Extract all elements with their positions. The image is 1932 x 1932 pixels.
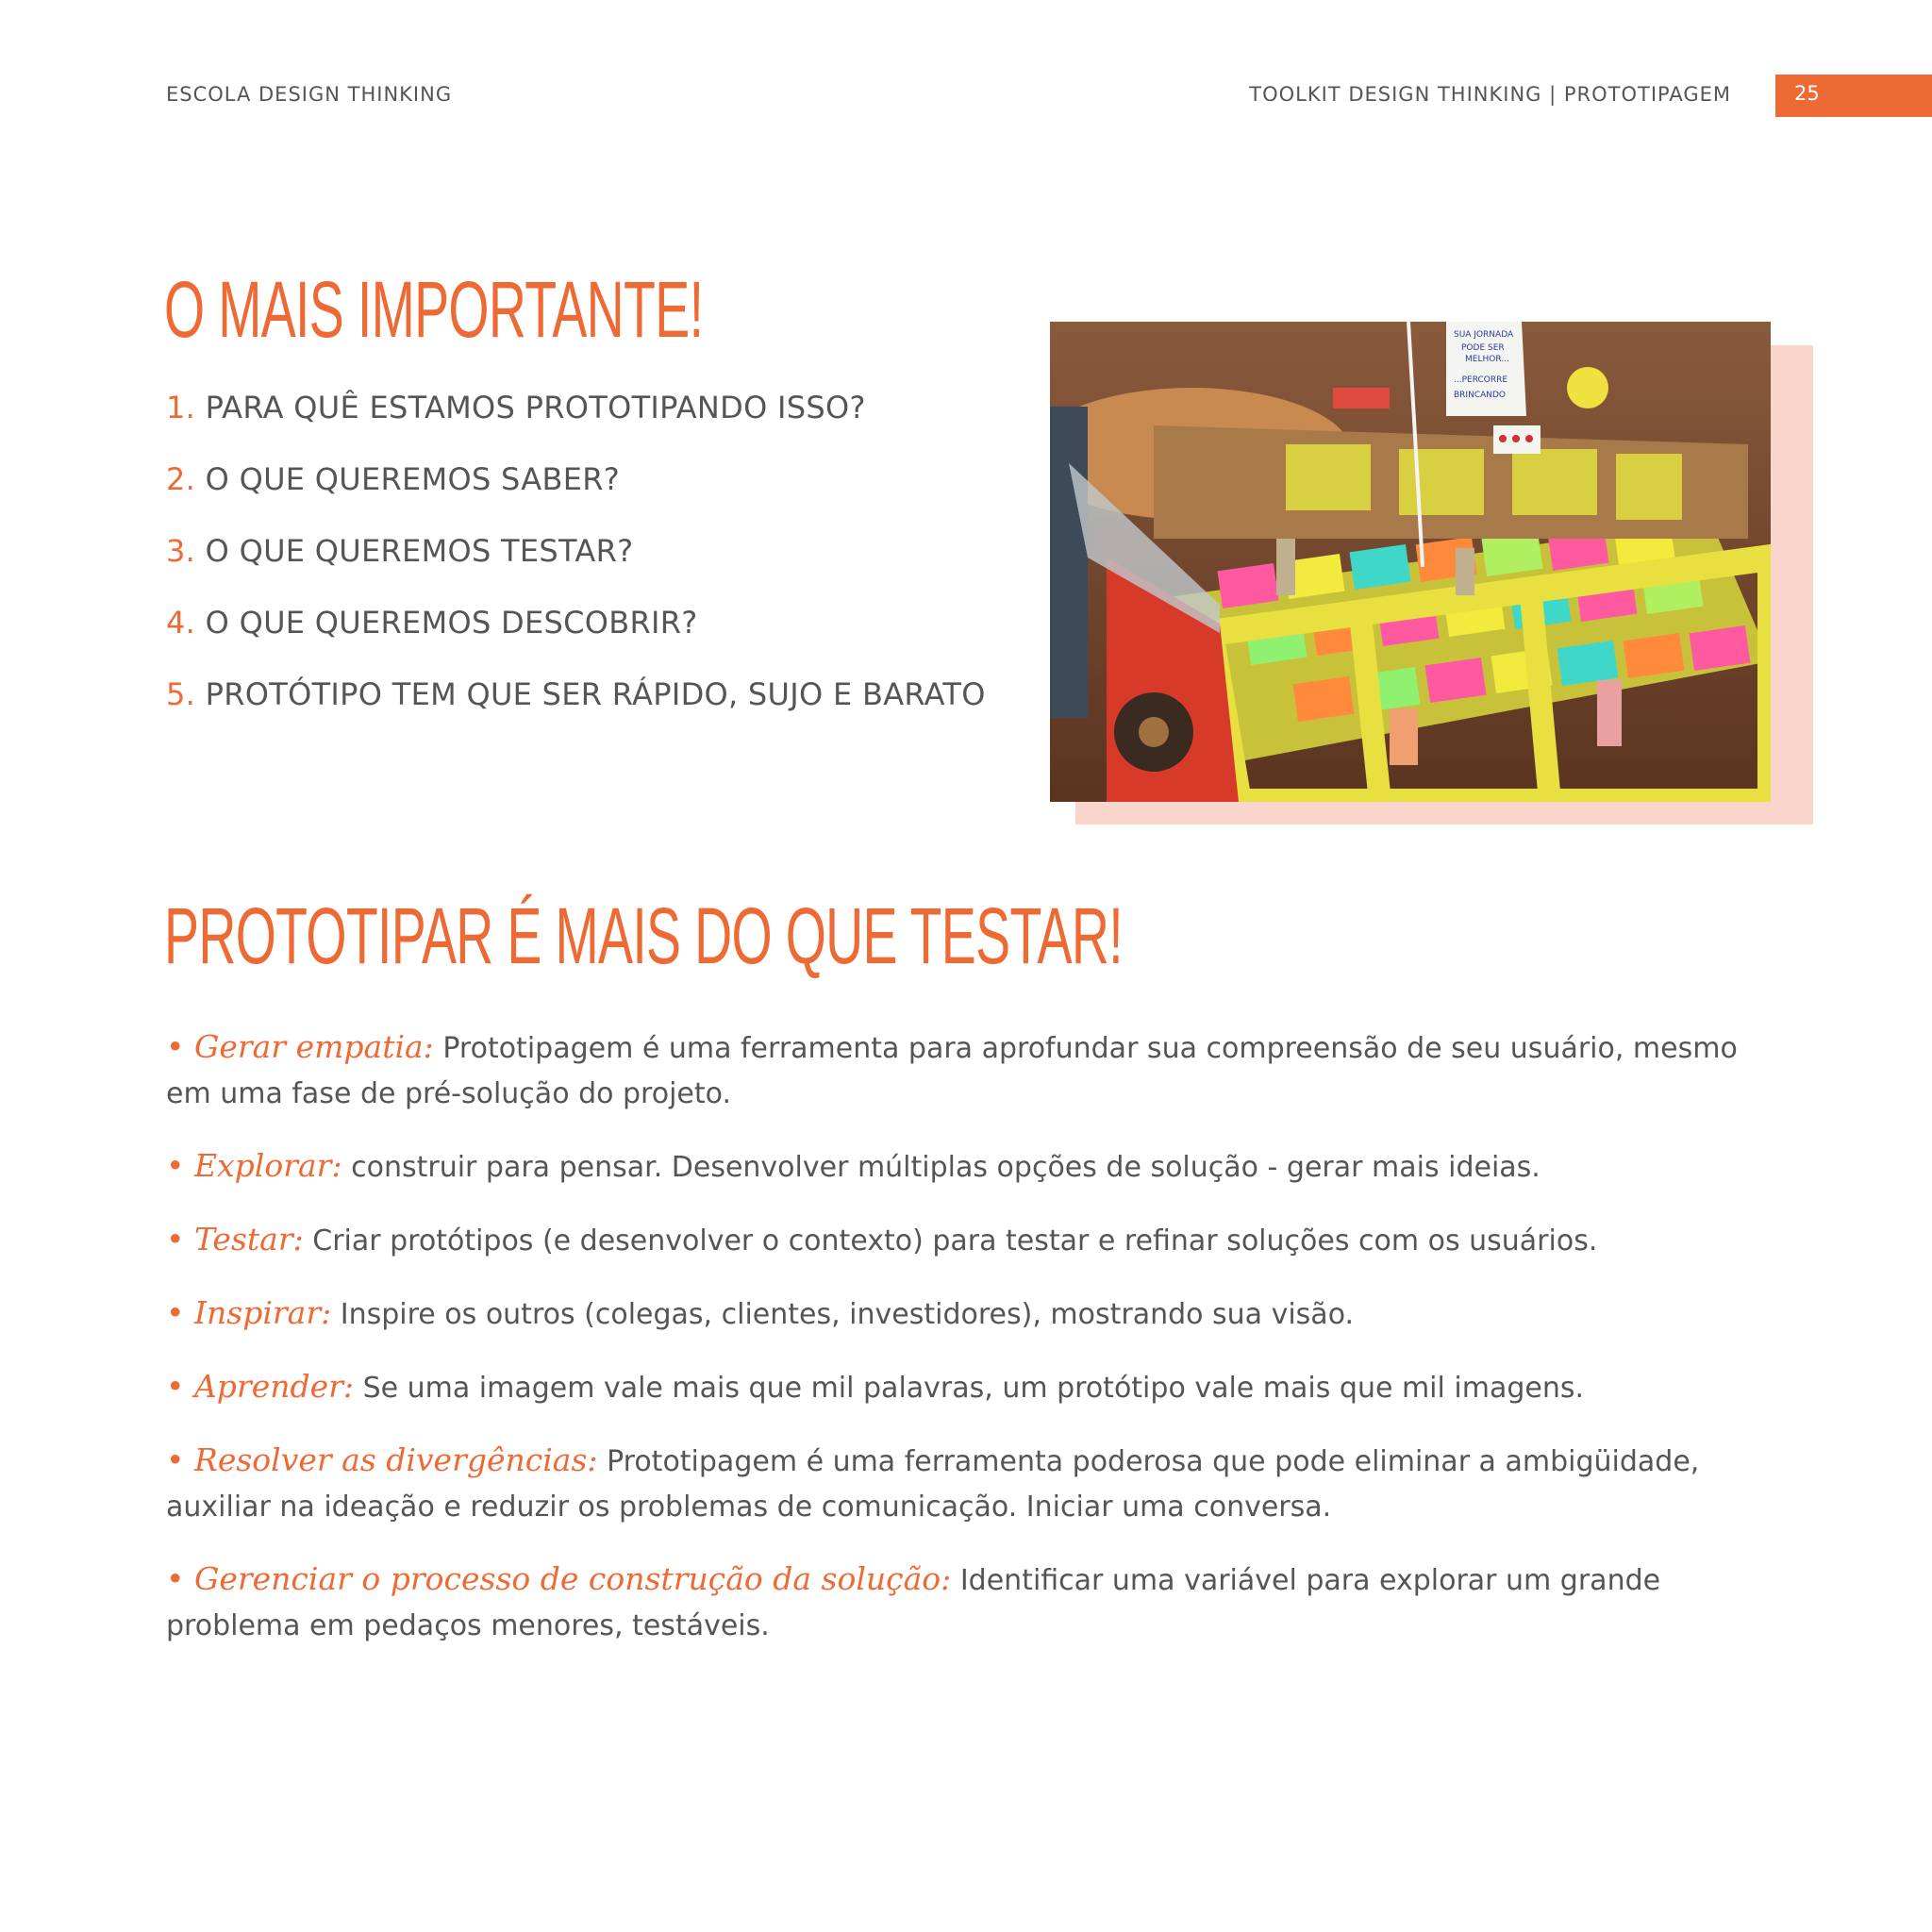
- header-school-name: ESCOLA DESIGN THINKING: [166, 83, 453, 106]
- question-number: 1.: [166, 390, 196, 425]
- benefit-term: Explorar:: [193, 1147, 342, 1184]
- question-text: PROTÓTIPO TEM QUE SER RÁPIDO, SUJO E BARATO: [205, 676, 986, 712]
- sign-line: PODE SER: [1461, 343, 1505, 353]
- benefit-item: • Gerenciar o processo de construção da solução: Identificar uma variável para explorar um grande problema em pedaços menores, testáveis.: [166, 1560, 1661, 1642]
- benefit-item: • Gerar empatia: Prototipagem é uma ferramenta para aprofundar sua compreensão de seu usuário, mesmo em uma fase de pré-solução do projeto.: [166, 1028, 1738, 1110]
- benefit-text: Inspire os outros (colegas, clientes, investidores), mostrando sua visão.: [331, 1298, 1355, 1331]
- question-item: [166, 528, 986, 600]
- sign-line: MELHOR...: [1465, 355, 1509, 364]
- benefit-text: Identificar uma variável para explorar um grande problema em pedaços menores, testáveis.: [166, 1564, 1661, 1642]
- benefits-list: [166, 1024, 1770, 1675]
- question-text: O QUE QUEREMOS SABER?: [205, 461, 621, 497]
- benefit-term: Testar:: [193, 1221, 304, 1257]
- question-item: [166, 672, 986, 743]
- benefit-item: • Inspirar: Inspire os outros (colegas, clientes, investidores), mostrando sua visão.: [166, 1294, 1355, 1331]
- sign-line: BRINCANDO: [1454, 391, 1507, 400]
- question-text: O QUE QUEREMOS DESCOBRIR?: [205, 605, 698, 641]
- sign-line: SUA JORNADA: [1454, 330, 1514, 340]
- benefit-term: Resolver as divergências:: [193, 1441, 598, 1478]
- benefit-item: • Explorar: construir para pensar. Desenvolver múltiplas opções de solução - gerar mais ideias.: [166, 1147, 1541, 1184]
- benefit-term: Gerenciar o processo de construção da solução:: [193, 1560, 952, 1597]
- benefit-text: Prototipagem é uma ferramenta poderosa que pode eliminar a ambigüidade, auxiliar na ideação e reduzir os problemas de comunicação. Iniciar uma conversa.: [166, 1445, 1700, 1524]
- benefit-term: Gerar empatia:: [193, 1028, 434, 1065]
- prototype-bus-photo: [1050, 322, 1771, 802]
- benefit-text: Prototipagem é uma ferramenta para aprofundar sua compreensão de seu usuário, mesmo em uma fase de pré-solução do projeto.: [166, 1032, 1738, 1110]
- question-item: [166, 457, 986, 528]
- benefit-term: Aprender:: [193, 1368, 355, 1405]
- sign-line: ...PERCORRE: [1454, 375, 1508, 385]
- benefit-text: construir para pensar. Desenvolver múltiplas opções de solução - gerar mais ideias.: [341, 1151, 1541, 1184]
- benefit-item: • Resolver as divergências: Prototipagem é uma ferramenta poderosa que pode eliminar a ambigüidade, auxiliar na ideação e reduzir os problemas de comunicação. Iniciar uma conversa.: [166, 1441, 1700, 1524]
- question-number: 2.: [166, 461, 196, 497]
- question-number: 5.: [166, 676, 196, 712]
- question-text: O QUE QUEREMOS TESTAR?: [205, 533, 634, 569]
- section-title-prototyping: PROTOTIPAR É MAIS DO QUE TESTAR!: [164, 891, 1123, 980]
- question-item: [166, 600, 986, 672]
- benefit-item: • Testar: Criar protótipos (e desenvolver o contexto) para testar e refinar soluções com os usuários.: [166, 1221, 1598, 1257]
- benefit-term: Inspirar:: [193, 1294, 332, 1331]
- questions-list: [166, 385, 986, 743]
- question-number: 3.: [166, 533, 196, 569]
- header-section-title: TOOLKIT DESIGN THINKING | PROTOTIPAGEM: [1249, 83, 1731, 106]
- section-title-most-important: O MAIS IMPORTANTE!: [164, 265, 704, 354]
- benefit-text: Criar protótipos (e desenvolver o contexto) para testar e refinar soluções com os usuários.: [303, 1224, 1598, 1257]
- question-number: 4.: [166, 605, 196, 641]
- question-item: [166, 385, 986, 457]
- benefit-item: • Aprender: Se uma imagem vale mais que mil palavras, um protótipo vale mais que mil imagens.: [166, 1368, 1585, 1405]
- question-text: PARA QUÊ ESTAMOS PROTOTIPANDO ISSO?: [205, 390, 866, 425]
- page-number: 25: [1775, 75, 1932, 117]
- benefit-text: Se uma imagem vale mais que mil palavras, um protótipo vale mais que mil imagens.: [354, 1372, 1585, 1405]
